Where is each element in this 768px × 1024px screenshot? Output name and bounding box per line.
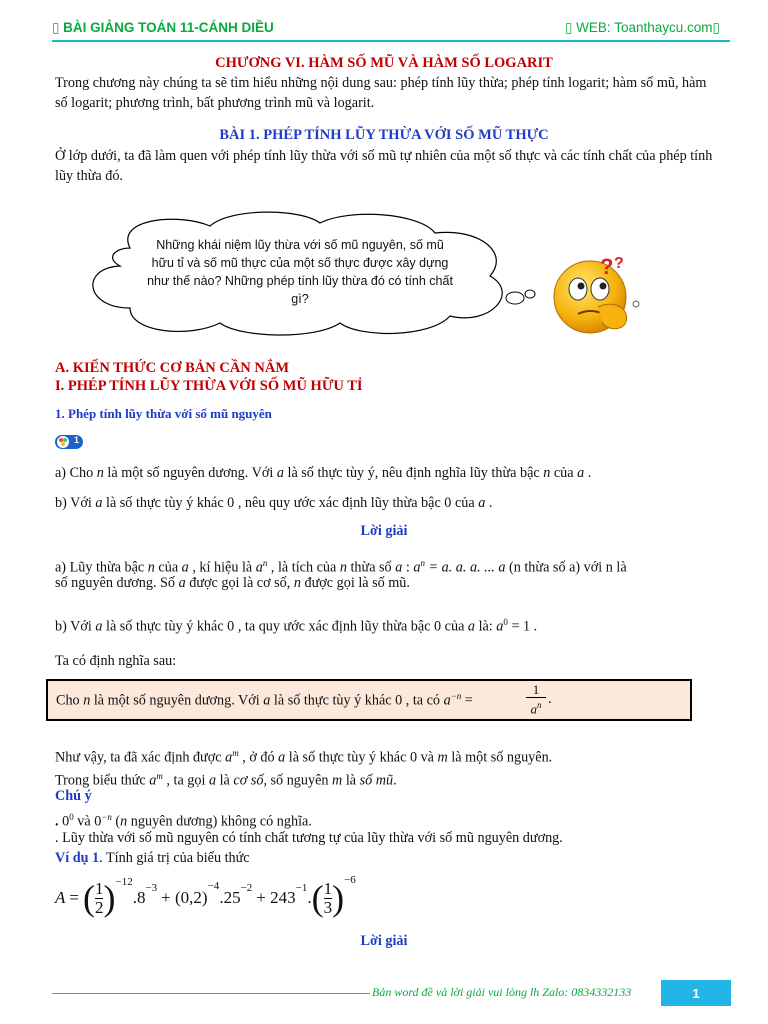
footer-divider bbox=[52, 993, 370, 994]
text: (n thừa số a) với n là bbox=[505, 559, 627, 576]
text: , ta có bbox=[402, 692, 444, 709]
text: b) Với bbox=[55, 618, 96, 635]
formula-lhs: A bbox=[55, 888, 66, 907]
header-right[interactable]: ▯ WEB: Toanthaycu.com▯ bbox=[565, 20, 720, 35]
exponent: −6 bbox=[344, 874, 356, 886]
var: 0 bbox=[444, 495, 452, 511]
text: và bbox=[417, 749, 438, 766]
exponent: −1 bbox=[295, 882, 308, 894]
exponent: −3 bbox=[145, 882, 158, 894]
exponent: −n bbox=[450, 691, 462, 701]
var: n bbox=[543, 465, 551, 481]
var: a bbox=[225, 749, 233, 766]
text: , kí hiệu là bbox=[188, 559, 256, 576]
chapter-intro: Trong chương này chúng ta sẽ tìm hiểu những nội dung sau: phép tính lũy thừa; phép tính logarit; hàm số mũ, hàm số logarit; phương trình, bất phương trình mũ và logarit. bbox=[55, 75, 707, 111]
var: 0 bbox=[395, 692, 403, 709]
var: n bbox=[120, 813, 128, 830]
var: a bbox=[181, 559, 189, 576]
text: a) Lũy thừa bậc bbox=[55, 559, 148, 576]
text: là số thực tùy ý khác bbox=[102, 618, 228, 635]
var: m bbox=[332, 772, 343, 789]
paren: ( bbox=[311, 878, 324, 918]
var: a bbox=[530, 701, 537, 717]
text: . bbox=[485, 495, 493, 511]
text: là một số nguyên dương. Với bbox=[103, 465, 277, 481]
text: ( bbox=[111, 813, 121, 830]
var: a bbox=[255, 559, 263, 576]
text: là: bbox=[475, 618, 497, 635]
var: m bbox=[437, 749, 448, 766]
exponent: n bbox=[420, 558, 425, 568]
header-left: ▯ BÀI GIẢNG TOÁN 11-CÁNH DIỀU bbox=[52, 20, 274, 35]
text: của bbox=[550, 465, 578, 481]
denominator: 2 bbox=[94, 897, 104, 917]
var: 0 bbox=[227, 618, 235, 635]
text: là số thực tùy ý khác bbox=[270, 692, 396, 709]
text: b) Với bbox=[55, 495, 96, 511]
after-def-1 bbox=[55, 743, 720, 768]
text: là bbox=[216, 772, 234, 789]
term: .8 bbox=[132, 888, 146, 907]
definition-text bbox=[56, 691, 473, 710]
chapter-title: CHƯƠNG VI. HÀM SỐ MŨ VÀ HÀM SỐ LOGARIT bbox=[215, 55, 553, 71]
solution-label: Lời giải bbox=[360, 523, 408, 539]
text: Như vậy, ta đã xác định được bbox=[55, 749, 226, 766]
question-b bbox=[55, 493, 720, 513]
bullet: . bbox=[55, 813, 63, 830]
formula: a bbox=[443, 692, 451, 709]
formula-eq: = bbox=[69, 888, 79, 907]
term: + 243 bbox=[256, 888, 296, 907]
var: a bbox=[263, 692, 271, 709]
paren: ( bbox=[82, 878, 95, 918]
activity-badge bbox=[55, 434, 85, 450]
text: , ta quy ước xác định lũy thừa bậc 0 của bbox=[234, 618, 468, 635]
example-line bbox=[55, 848, 720, 868]
var: a bbox=[178, 575, 186, 591]
exponent: n bbox=[537, 700, 542, 710]
text: được gọi là cơ số, bbox=[185, 575, 294, 591]
svg-text:?: ? bbox=[614, 255, 624, 272]
numerator: 1 bbox=[526, 682, 546, 698]
svg-text:?: ? bbox=[600, 254, 614, 279]
text: Trong biểu thức bbox=[55, 772, 150, 789]
text: được gọi là số mũ. bbox=[300, 575, 410, 591]
var: n bbox=[339, 559, 347, 576]
text: là số thực tùy ý khác bbox=[285, 749, 410, 766]
text: là số thực tùy ý khác bbox=[102, 495, 228, 511]
paren: ) bbox=[332, 878, 345, 918]
page-number: 1 bbox=[661, 980, 731, 1006]
term: + (0,2) bbox=[161, 888, 208, 907]
text: . bbox=[530, 618, 538, 635]
define-intro: Ta có định nghĩa sau: bbox=[55, 653, 177, 669]
text: . bbox=[584, 465, 592, 481]
text: của bbox=[154, 559, 182, 576]
term: .25 bbox=[219, 888, 241, 907]
text: Cho bbox=[56, 692, 84, 709]
text: . bbox=[393, 772, 397, 789]
activity-number: 1 bbox=[74, 435, 80, 445]
definition-fraction bbox=[526, 682, 546, 716]
after-def-2 bbox=[55, 766, 720, 791]
text: , nêu quy ước xác định lũy thừa bậc bbox=[234, 495, 445, 511]
var: n bbox=[83, 692, 91, 709]
exponent: −2 bbox=[240, 882, 253, 894]
text: là số thực tùy ý, nêu định nghĩa lũy thừa bậc bbox=[283, 465, 544, 481]
text: là một số nguyên dương. Với bbox=[90, 692, 264, 709]
section-a-heading: A. KIẾN THỨC CƠ BẢN CẦN NẮM bbox=[55, 360, 290, 376]
var: a bbox=[208, 772, 217, 789]
exponent: n bbox=[262, 558, 268, 568]
denominator: 3 bbox=[323, 897, 333, 917]
var: 0 bbox=[409, 749, 418, 766]
footer-text: Bản word đề và lời giải vui lòng lh Zalo: 0834332133 bbox=[372, 985, 632, 999]
text: , ở đó bbox=[238, 749, 279, 766]
solution-label-2: Lời giải bbox=[360, 933, 408, 949]
exponent: m bbox=[232, 748, 239, 758]
num: 0 bbox=[94, 813, 102, 830]
text: , là tích của bbox=[267, 559, 340, 576]
var: a bbox=[95, 495, 103, 511]
var: a bbox=[276, 465, 284, 481]
header-divider bbox=[52, 40, 730, 42]
var: a bbox=[395, 559, 403, 576]
section-i-heading: I. PHÉP TÍNH LŨY THỪA VỚI SỐ MŨ HỮU TỈ bbox=[55, 378, 363, 394]
text: thừa số bbox=[346, 559, 396, 576]
paren: ) bbox=[103, 878, 116, 918]
example-label: Ví dụ 1 bbox=[55, 850, 100, 866]
var: n bbox=[96, 465, 104, 481]
example-formula bbox=[55, 872, 356, 924]
exponent: m bbox=[156, 771, 163, 781]
fraction-1 bbox=[95, 880, 104, 917]
definition-end: . bbox=[548, 691, 552, 707]
solution-a-line2 bbox=[55, 573, 720, 593]
subsection-1-heading: 1. Phép tính lũy thừa với số mũ nguyên bbox=[55, 406, 272, 421]
var: 0 bbox=[227, 495, 235, 511]
var: a bbox=[278, 749, 286, 766]
var: n bbox=[147, 559, 155, 576]
var: a bbox=[478, 495, 486, 511]
text: là một số nguyên. bbox=[447, 749, 553, 766]
formula: = 1 bbox=[507, 618, 531, 635]
text: : bbox=[402, 559, 414, 576]
numerator: 1 bbox=[94, 878, 104, 898]
var: a bbox=[577, 465, 585, 481]
note-title: Chú ý bbox=[55, 788, 92, 804]
exponent: −12 bbox=[115, 876, 133, 888]
solution-b bbox=[55, 612, 720, 637]
lesson-title: BÀI 1. PHÉP TÍNH LŨY THỪA VỚI SỐ MŨ THỰC bbox=[219, 127, 549, 143]
formula: = a. a. a. ... a bbox=[424, 559, 506, 576]
var: a bbox=[149, 772, 157, 789]
lesson-intro: Ở lớp dưới, ta đã làm quen với phép tính lũy thừa với số mũ tự nhiên của một số thực và các tính chất của phép tính lũy thừa đó. bbox=[55, 148, 713, 184]
text: , số nguyên bbox=[263, 772, 333, 789]
cloud-text: Những khái niệm lũy thừa với số mũ nguyên, số mũ hữu tỉ và số mũ thực của một số thực được xây dựng như thế nào? Những phép tính lũy thừa đó có tính chất gì? bbox=[147, 238, 453, 306]
text: số nguyên dương. Số bbox=[55, 575, 179, 591]
text: cơ số bbox=[233, 772, 264, 789]
term: . bbox=[307, 888, 312, 907]
var: n bbox=[293, 575, 301, 591]
activity-icon bbox=[55, 434, 85, 450]
fraction-2 bbox=[324, 880, 333, 917]
text: là bbox=[342, 772, 360, 789]
exponent: 0 bbox=[503, 617, 508, 627]
num: 0 bbox=[62, 813, 70, 830]
denominator bbox=[526, 698, 546, 716]
var: a bbox=[467, 618, 476, 635]
formula: a bbox=[496, 618, 504, 635]
text: , ta gọi bbox=[162, 772, 209, 789]
note-2: . Lũy thừa với số mũ nguyên có tính chất tương tự của lũy thừa với số mũ nguyên dương. bbox=[55, 830, 563, 846]
example-text: . Tính giá trị của biểu thức bbox=[99, 850, 250, 866]
formula: = bbox=[461, 692, 473, 709]
text: số mũ bbox=[359, 772, 394, 789]
formula: a bbox=[413, 559, 421, 576]
text: a) Cho bbox=[55, 465, 97, 481]
question-a bbox=[55, 463, 720, 483]
text: của bbox=[451, 495, 479, 511]
exponent: −4 bbox=[207, 880, 220, 892]
text: và bbox=[73, 813, 95, 830]
var: a bbox=[95, 618, 103, 635]
thinking-emoji-icon bbox=[550, 252, 645, 342]
exponent: −n bbox=[101, 812, 112, 822]
exponent: 0 bbox=[69, 812, 74, 822]
numerator: 1 bbox=[323, 878, 333, 898]
text: nguyên dương) không có nghĩa. bbox=[127, 813, 312, 830]
